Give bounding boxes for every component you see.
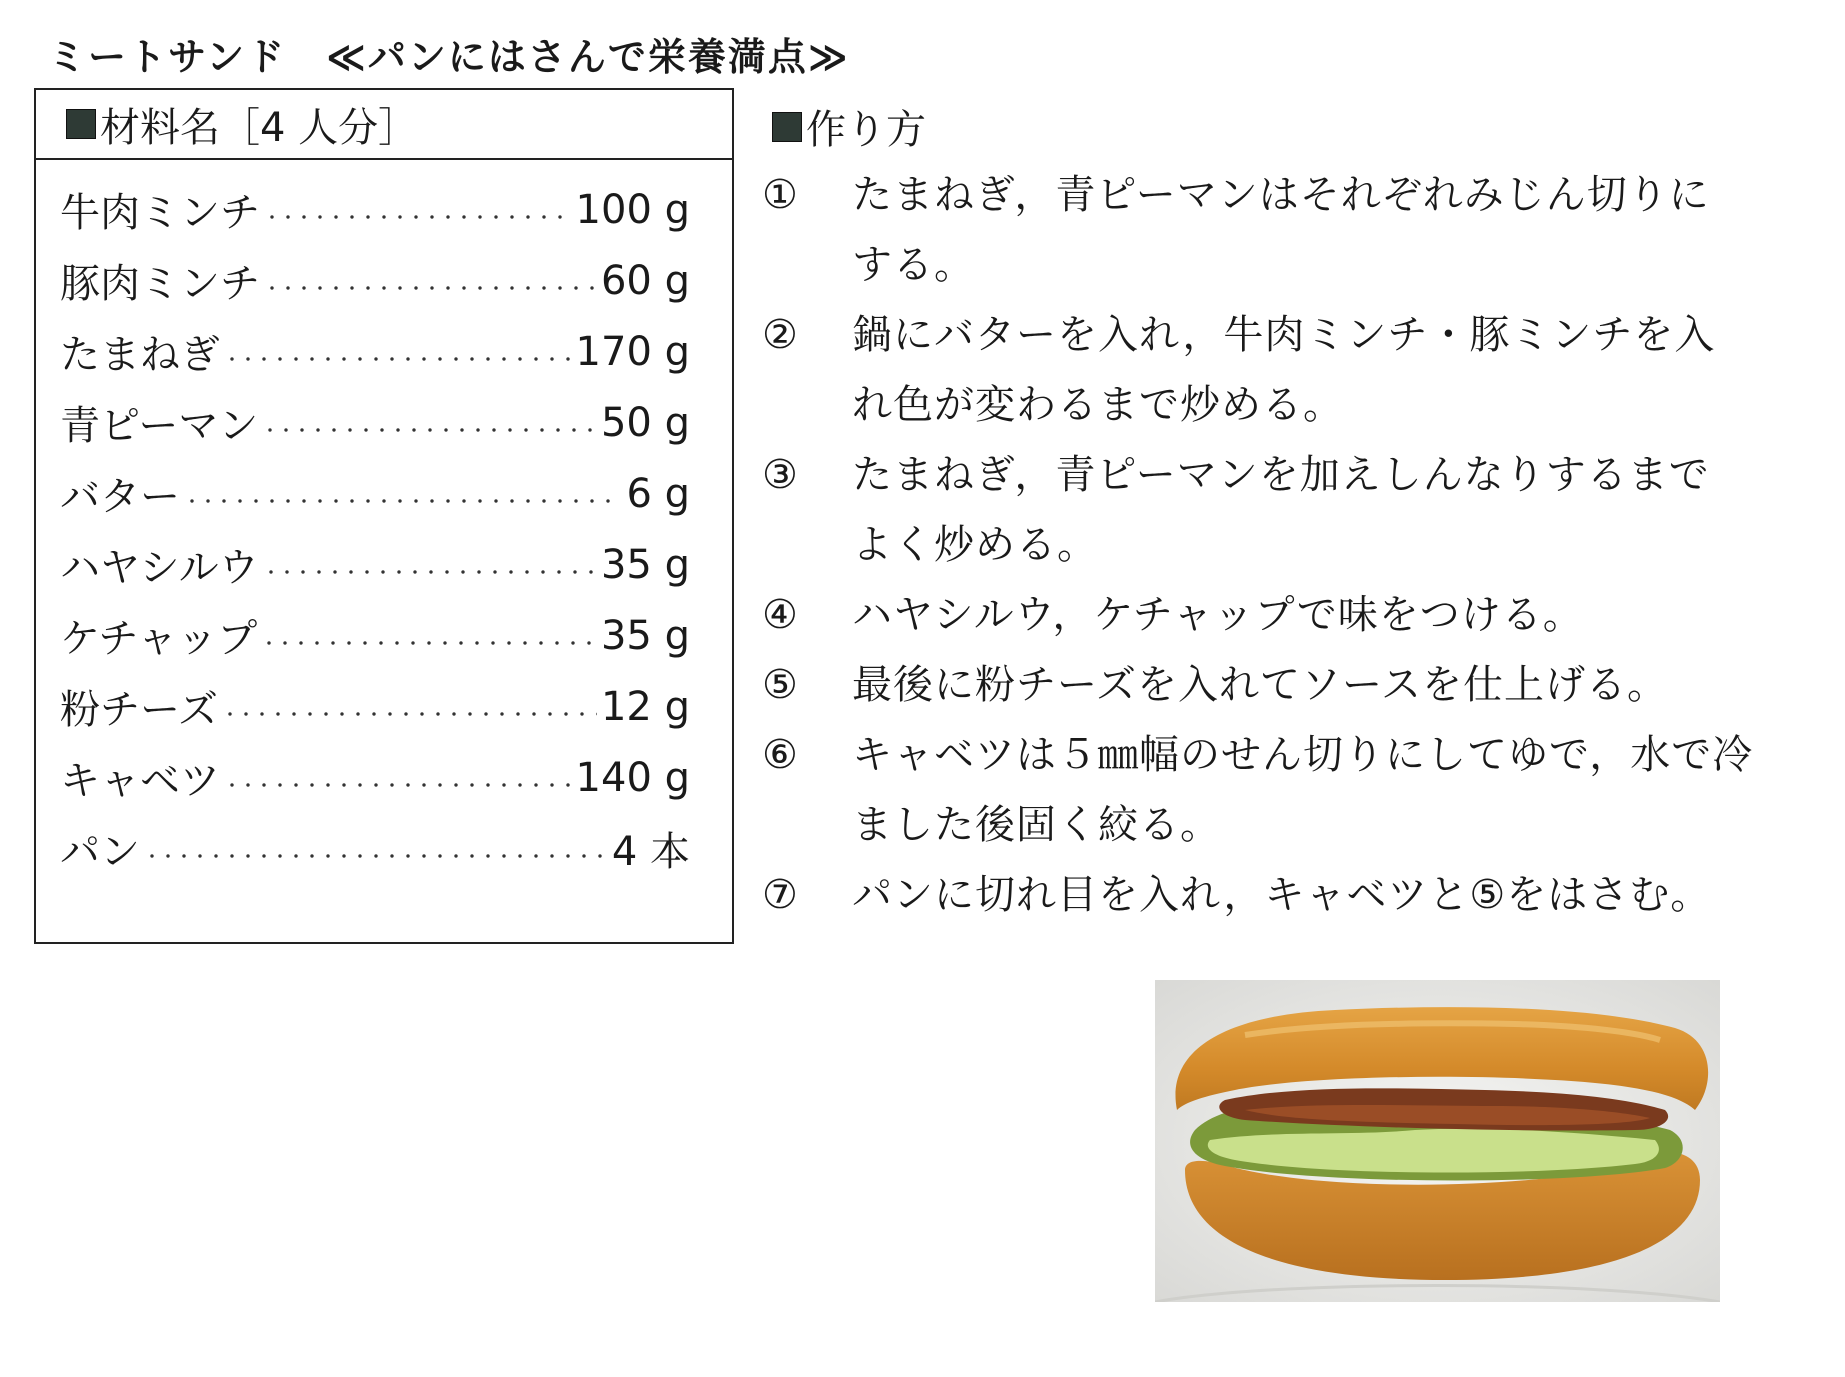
ingredient-name: 青ピーマン: [60, 403, 259, 449]
dot-leader: [184, 498, 622, 504]
step-text: たまねぎ，青ピーマンはそれぞれみじん切りに: [852, 172, 1710, 218]
step-3-continued: [762, 510, 1822, 580]
step-1-continued: [762, 230, 1822, 300]
step-text: れ色が変わるまで炒める。: [852, 382, 1344, 428]
ingredient-amount: 6 g: [626, 470, 690, 517]
sandwich-photo: [1155, 980, 1720, 1302]
step-text: パンに切れ目を入れ，キャベツと⑤をはさむ。: [852, 872, 1712, 918]
square-bullet-icon: [66, 109, 96, 139]
ingredient-name: 豚肉ミンチ: [60, 261, 260, 307]
ingredients-header: [36, 90, 732, 160]
step-6-continued: [762, 790, 1822, 860]
step-4: [762, 580, 1822, 650]
step-text: キャベツは５㎜幅のせん切りにしてゆで，水で冷: [852, 732, 1754, 778]
ingredient-row: [36, 245, 732, 316]
ingredient-row: [36, 458, 732, 529]
dot-leader: [264, 285, 597, 291]
square-bullet-icon: [772, 112, 802, 142]
ingredient-row: [36, 600, 732, 671]
step-6: [762, 720, 1822, 790]
dot-leader: [222, 711, 597, 717]
method-steps: [762, 160, 1822, 930]
step-text: ハヤシルウ，ケチャップで味をつける。: [852, 592, 1584, 638]
ingredient-name: キャベツ: [60, 758, 220, 804]
step-number: ③: [762, 452, 798, 498]
ingredient-amount: 100 g: [575, 186, 690, 233]
step-3: [762, 440, 1822, 510]
step-text: 鍋にバターを入れ，牛肉ミンチ・豚ミンチを入: [852, 312, 1716, 358]
ingredient-amount: 170 g: [575, 328, 690, 375]
ingredient-amount: 4 本: [611, 829, 690, 875]
ingredient-name: ケチャップ: [60, 616, 258, 662]
method-header: [772, 98, 926, 155]
sandwich-illustration: [1155, 980, 1720, 1302]
ingredients-list: [36, 160, 732, 884]
step-number: ①: [762, 172, 798, 218]
ingredient-amount: 35 g: [600, 612, 690, 659]
step-7: [762, 860, 1822, 930]
ingredients-header-label: 材料名［4 人分］: [100, 104, 419, 151]
ingredient-amount: 35 g: [600, 541, 690, 588]
method-header-label: 作り方: [806, 107, 926, 153]
ingredient-row: [36, 742, 732, 813]
ingredients-box: [34, 88, 734, 944]
step-number: ⑦: [762, 872, 798, 918]
step-text: 最後に粉チーズを入れてソースを仕上げる。: [852, 662, 1668, 708]
ingredient-row: [36, 813, 732, 884]
ingredient-name: 牛肉ミンチ: [60, 190, 260, 236]
dot-leader: [263, 569, 597, 575]
step-text: たまねぎ，青ピーマンを加えしんなりするまで: [852, 452, 1710, 498]
ingredient-row: [36, 671, 732, 742]
ingredient-amount: 12 g: [600, 683, 690, 730]
dot-leader: [224, 356, 572, 362]
dot-leader: [264, 214, 572, 220]
step-text: ました後固く絞る。: [852, 802, 1221, 848]
recipe-title: ミートサンド ≪パンにはさんで栄養満点≫: [48, 35, 850, 79]
ingredient-row: [36, 174, 732, 245]
ingredient-row: [36, 316, 732, 387]
step-number: ④: [762, 592, 798, 638]
ingredient-amount: 50 g: [600, 399, 690, 446]
ingredient-name: バター: [60, 474, 180, 520]
step-5: [762, 650, 1822, 720]
step-number: ②: [762, 312, 798, 358]
dot-leader: [224, 782, 572, 788]
ingredient-name: パン: [60, 829, 140, 875]
dot-leader: [261, 640, 597, 646]
step-1: [762, 160, 1822, 230]
ingredient-amount: 140 g: [575, 754, 690, 801]
ingredient-name: ハヤシルウ: [60, 545, 259, 591]
step-text: よく炒める。: [852, 522, 1098, 568]
step-2: [762, 300, 1822, 370]
ingredient-name: 粉チーズ: [60, 687, 218, 733]
ingredient-name: たまねぎ: [60, 332, 220, 378]
ingredient-amount: 60 g: [600, 257, 690, 304]
dot-leader: [144, 853, 608, 859]
step-number: ⑥: [762, 732, 798, 778]
ingredient-row: [36, 529, 732, 600]
ingredient-row: [36, 387, 732, 458]
step-text: する。: [852, 242, 975, 288]
dot-leader: [262, 427, 597, 433]
step-number: ⑤: [762, 662, 798, 708]
step-2-continued: [762, 370, 1822, 440]
